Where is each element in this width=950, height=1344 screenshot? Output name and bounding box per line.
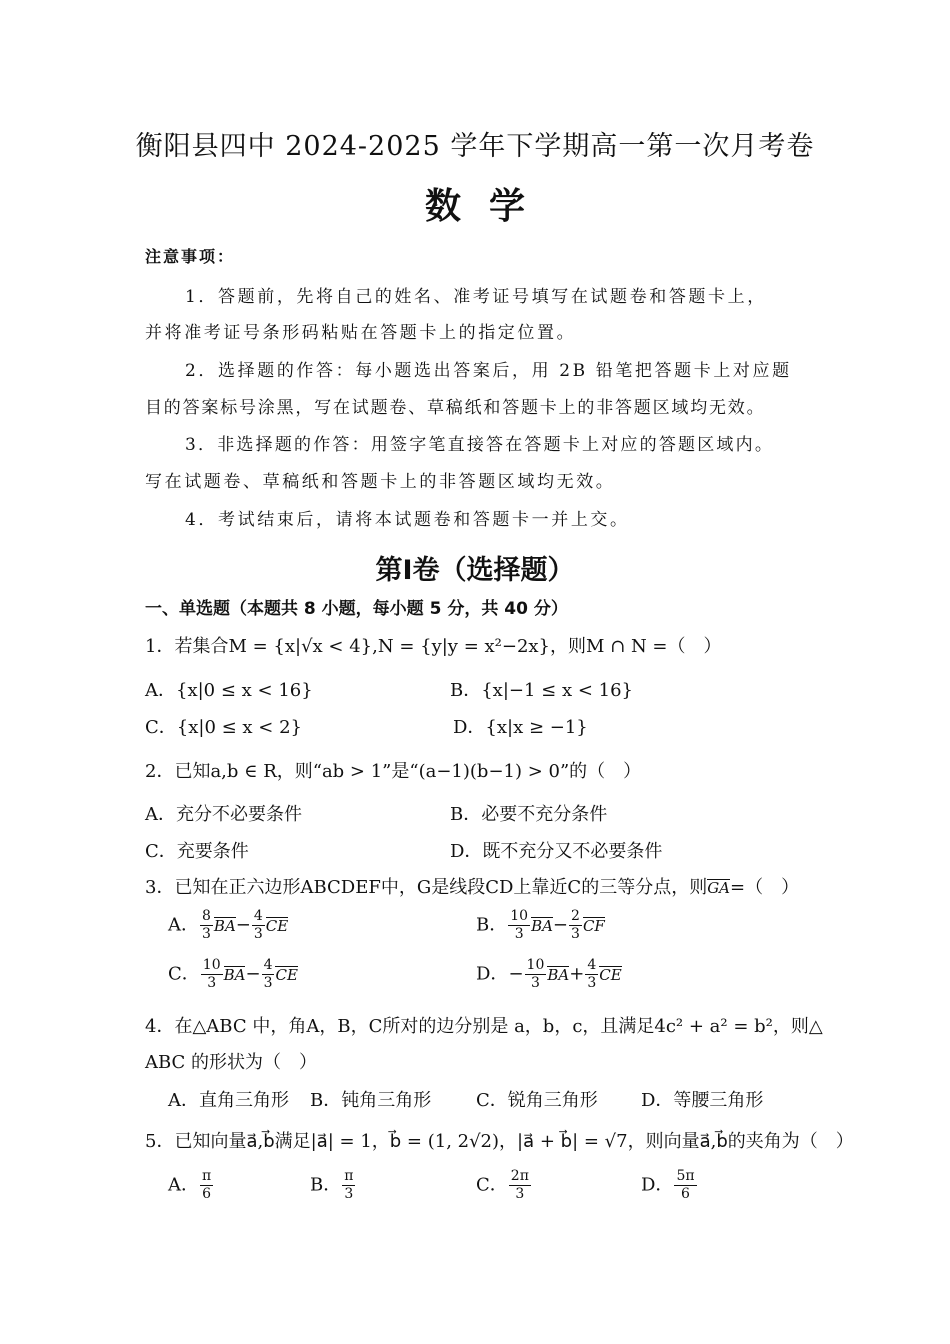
question-1-option-c: C．{x|0 ≤ x < 2} <box>145 717 302 738</box>
question-3-stem-text: 3．已知在正六边形ABCDEF中，G是线段CD上靠近C的三等分点，则 <box>145 877 708 898</box>
question-2-option-d: D．既不充分又不必要条件 <box>450 841 663 862</box>
question-4-stem-line-2: ABC 的形状为（ ） <box>145 1052 318 1073</box>
exam-title: 衡阳县四中 2024-2025 学年下学期高一第一次月考卷 <box>135 131 815 162</box>
question-3-option-d: D．− $\frac{10}{3}$ BA+ $\frac{4}{3}$ CE <box>476 957 622 991</box>
question-4-option-b: B．钝角三角形 <box>310 1090 432 1111</box>
notice-item-2-line-1: 2．选择题的作答：每小题选出答案后，用 2B 铅笔把答题卡上对应题 <box>185 361 792 381</box>
notice-item-4: 4．考试结束后，请将本试题卷和答题卡一并上交。 <box>185 510 630 530</box>
question-2-option-a: A．充分不必要条件 <box>145 804 302 825</box>
question-2-option-c: C．充要条件 <box>145 841 249 862</box>
section-subtitle: 一、单选题（本题共 8 小题，每小题 5 分，共 40 分） <box>145 599 568 619</box>
question-3-stem-vector: GA <box>707 879 731 897</box>
question-1-stem: 1．若集合M = {x|√x < 4},N = {y|y = x²−2x}，则M ∩ N =（ ） <box>145 636 722 657</box>
question-3-stem <box>145 873 799 899</box>
notice-item-1-line-1: 1．答题前，先将自己的姓名、准考证号填写在试题卷和答题卡上， <box>185 287 767 307</box>
question-3-option-c: C． $\frac{10}{3}$ BA− $\frac{4}{3}$ CE <box>168 957 298 991</box>
question-4-option-a: A．直角三角形 <box>168 1090 289 1111</box>
question-3-stem-end: =（ ） <box>730 877 800 898</box>
question-5-option-c: C． $\frac{2\pi}{3}$ <box>476 1168 529 1202</box>
notice-item-3-line-1: 3．非选择题的作答：用签字笔直接答在答题卡上对应的答题区域内。 <box>185 435 775 455</box>
notice-item-1-line-2: 并将准考证号条形码粘贴在答题卡上的指定位置。 <box>145 323 577 343</box>
subject-title: 数学 <box>424 186 553 227</box>
question-5-stem: 5．已知向量a⃗,b⃗满足|a⃗| = 1，b⃗ = (1, 2√2)，|a⃗ + b⃗| = √7，则向量a⃗,b⃗的夹角为（ ） <box>145 1131 854 1152</box>
question-5-option-b: B． $\frac{\pi}{3}$ <box>310 1168 354 1202</box>
section-title: 第Ⅰ卷（选择题） <box>375 555 575 586</box>
question-1-option-a: A．{x|0 ≤ x < 16} <box>145 680 313 701</box>
notice-heading: 注意事项： <box>145 247 236 266</box>
notice-item-3-line-2: 写在试题卷、草稿纸和答题卡上的非答题区域均无效。 <box>145 472 616 492</box>
question-5-option-a: A． $\frac{\pi}{6}$ <box>168 1168 212 1202</box>
question-3-option-b: B． $\frac{10}{3}$ BA− $\frac{2}{3}$ CF <box>476 908 605 942</box>
question-3-option-a: A． $\frac{8}{3}$ BA− $\frac{4}{3}$ CE <box>168 908 289 942</box>
question-4-option-d: D．等腰三角形 <box>641 1090 764 1111</box>
question-5-option-d: D． $\frac{5\pi}{6}$ <box>641 1168 695 1202</box>
question-4-stem-line-1: 4．在△ABC 中，角A，B，C所对的边分别是 a，b，c，且满足4c² + a² = b²，则△ <box>145 1016 823 1037</box>
notice-item-2-line-2: 目的答案标号涂黑，写在试题卷、草稿纸和答题卡上的非答题区域均无效。 <box>145 398 766 418</box>
question-1-option-b: B．{x|−1 ≤ x < 16} <box>450 680 633 701</box>
question-1-option-d: D．{x|x ≥ −1} <box>453 717 588 738</box>
question-4-option-c: C．锐角三角形 <box>476 1090 598 1111</box>
question-2-option-b: B．必要不充分条件 <box>450 804 608 825</box>
question-2-stem: 2．已知a,b ∈ R，则“ab > 1”是“(a−1)(b−1) > 0”的（ ） <box>145 761 642 782</box>
